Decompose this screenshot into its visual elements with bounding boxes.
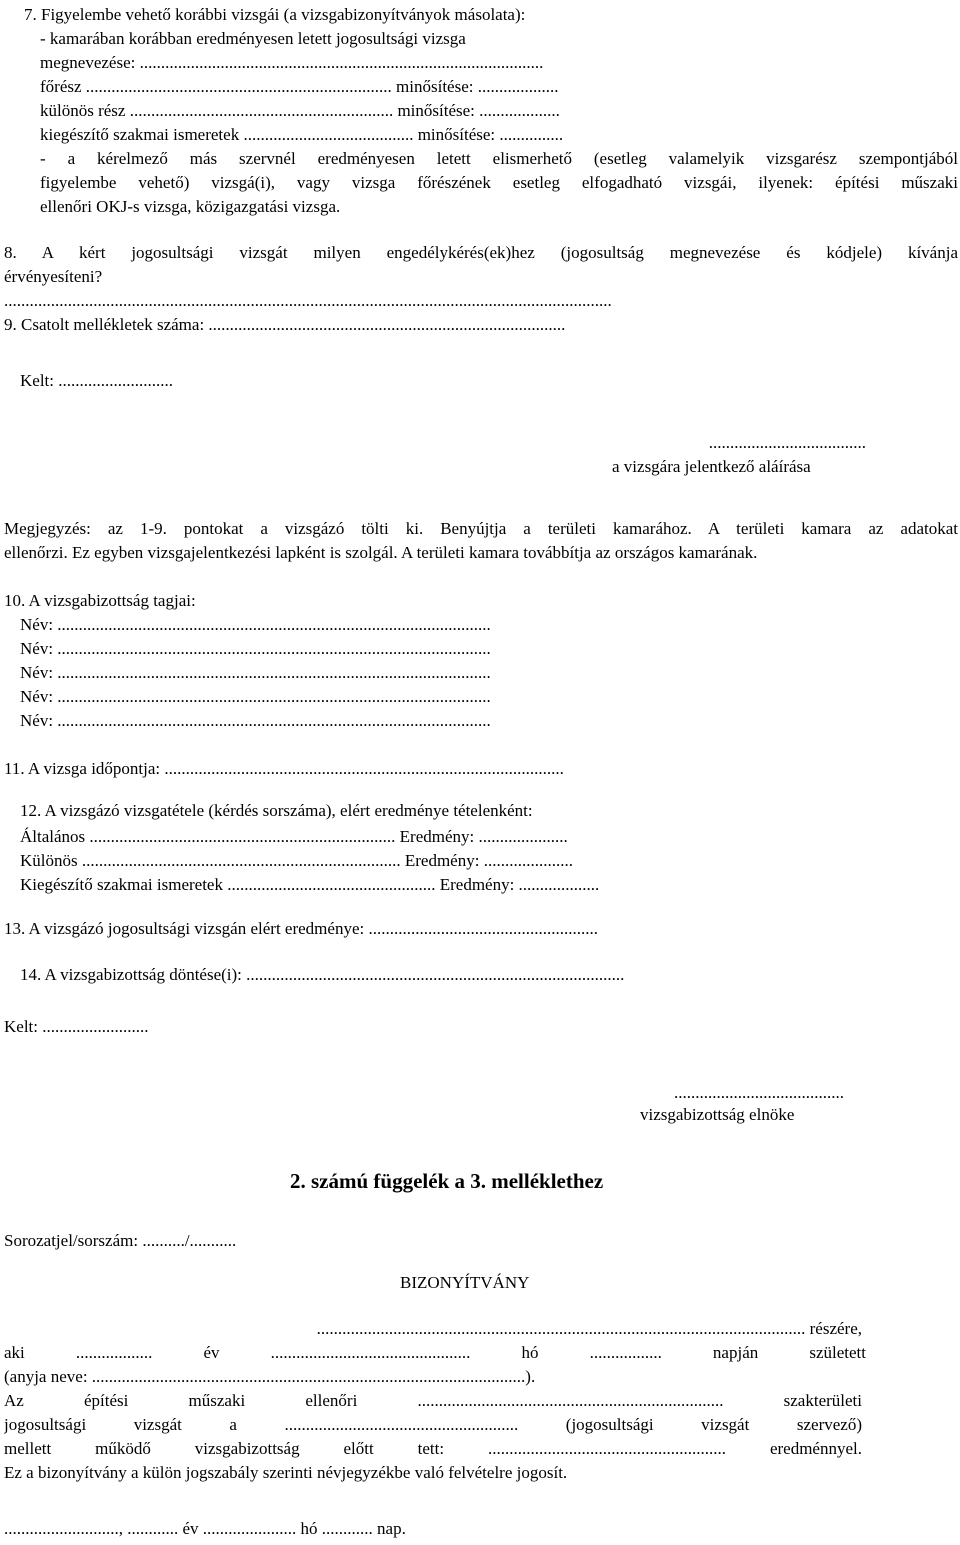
cert-date-line[interactable]: ..........................., ............ év ...................... hó ............ nap. — [4, 1519, 406, 1538]
committee-member-name-field[interactable]: Név: ...................................................................................................... — [20, 711, 491, 730]
cert-result-line[interactable]: mellett működő vizsgabizottság előtt tett: ........................................................ eredménnyel. — [4, 1439, 862, 1458]
sec7-megnevezese[interactable]: megnevezése: ............................................................................................... — [40, 53, 544, 72]
sec9-attachments-field[interactable]: 9. Csatolt mellékletek száma: .................................................................................... — [4, 315, 566, 334]
applicant-signature-label: a vizsgára jelentkező aláírása — [612, 457, 811, 476]
kelt-date-field[interactable]: Kelt: ........................... — [20, 371, 173, 390]
sec10-heading: 10. A vizsgabizottság tagjai: — [4, 591, 196, 610]
cert-mother-name-line[interactable]: (anyja neve: ......................................................................................................). — [4, 1367, 536, 1386]
sec7-other-line-1: - a kérelmező más szervnél eredményesen letett elismerhető (esetleg valamelyik vizsgarész szempontjából — [40, 149, 958, 168]
sec13-result-field[interactable]: 13. A vizsgázó jogosultsági vizsgán elért eredménye: ...................................................... — [4, 919, 598, 938]
cert-specialty-line[interactable]: Az építési műszaki ellenőri ........................................................................ szakterületi — [4, 1391, 862, 1410]
appendix-title: 2. számú függelék a 3. melléklethez — [290, 1169, 604, 1193]
cert-birth-line[interactable]: aki .................. év ............................................... hó ................. napján született — [4, 1343, 866, 1362]
chairman-signature-label: vizsgabizottság elnöke — [640, 1105, 795, 1124]
result-row-altalanos[interactable]: Általános ........................................................................ Eredmény: ..................... — [20, 827, 568, 846]
note-line-2: ellenőrzi. Ez egyben vizsgajelentkezési lapként is szolgál. A területi kamara továbbítja az országos kamarának. — [4, 543, 758, 562]
cert-organizer-line[interactable]: jogosultsági vizsgát a ....................................................... (jogosultsági vizsgát szervező) — [4, 1415, 862, 1434]
result-row-kulonos[interactable]: Különös ........................................................................... Eredmény: ..................... — [20, 851, 573, 870]
sec7-kulonos-resz[interactable]: különös rész .............................................................. minősítése: ................... — [40, 101, 560, 120]
note-line-1: Megjegyzés: az 1-9. pontokat a vizsgázó tölti ki. Benyújtja a területi kamarához. A területi kamara az adatokat — [4, 519, 958, 538]
sec8-answer-field[interactable]: ............................................................................................................................................... — [4, 291, 612, 310]
sec14-decision-field[interactable]: 14. A vizsgabizottság döntése(i): ......................................................................................... — [20, 965, 625, 984]
sec7-foresz[interactable]: főrész ........................................................................ minősítése: ................... — [40, 77, 559, 96]
certificate-title: BIZONYÍTVÁNY — [400, 1273, 530, 1292]
committee-member-name-field[interactable]: Név: ...................................................................................................... — [20, 687, 491, 706]
committee-member-name-field[interactable]: Név: ...................................................................................................... — [20, 615, 491, 634]
sec11-exam-date-field[interactable]: 11. A vizsga időpontja: .............................................................................................. — [4, 759, 564, 778]
sec7-heading: 7. Figyelembe vehető korábbi vizsgái (a vizsgabizonyítványok másolata): — [24, 5, 526, 24]
chairman-signature-line[interactable]: ........................................ — [674, 1083, 844, 1102]
cert-recipient-line[interactable]: ................................................................................................................... részére, — [316, 1319, 862, 1338]
serial-number-field[interactable]: Sorozatjel/sorszám: ........../........... — [4, 1231, 237, 1250]
applicant-signature-line[interactable]: ..................................... — [708, 433, 866, 452]
sec7-other-line-3: ellenőri OKJ-s vizsga, közigazgatási vizsga. — [40, 197, 341, 216]
sec8-line-1: 8. A kért jogosultsági vizsgát milyen engedélykérés(ek)hez (jogosultság megnevezése és kódjele) kívánja — [4, 243, 958, 262]
sec7-other-line-2: figyelembe vehető) vizsgá(i), vagy vizsga főrészének esetleg elfogadható vizsgái, ilyenek: építési műszaki — [40, 173, 958, 192]
kelt-date-field-2[interactable]: Kelt: ......................... — [4, 1017, 149, 1036]
sec12-heading: 12. A vizsgázó vizsgatétele (kérdés sorszáma), elért eredménye tételenként: — [20, 801, 533, 820]
committee-member-name-field[interactable]: Név: ...................................................................................................... — [20, 639, 491, 658]
sec7-chamber-exam: - kamarában korábban eredményesen letett jogosultsági vizsga — [40, 29, 466, 48]
cert-entitlement-text: Ez a bizonyítvány a külön jogszabály szerinti névjegyzékbe való felvételre jogosít. — [4, 1463, 568, 1482]
sec7-kiegeszito[interactable]: kiegészítő szakmai ismeretek ........................................ minősítése: ............... — [40, 125, 564, 144]
result-row-kiegeszito[interactable]: Kiegészítő szakmai ismeretek ................................................. Eredmény: ................... — [20, 875, 600, 894]
committee-member-name-field[interactable]: Név: ...................................................................................................... — [20, 663, 491, 682]
sec8-line-2: érvényesíteni? — [4, 267, 103, 286]
